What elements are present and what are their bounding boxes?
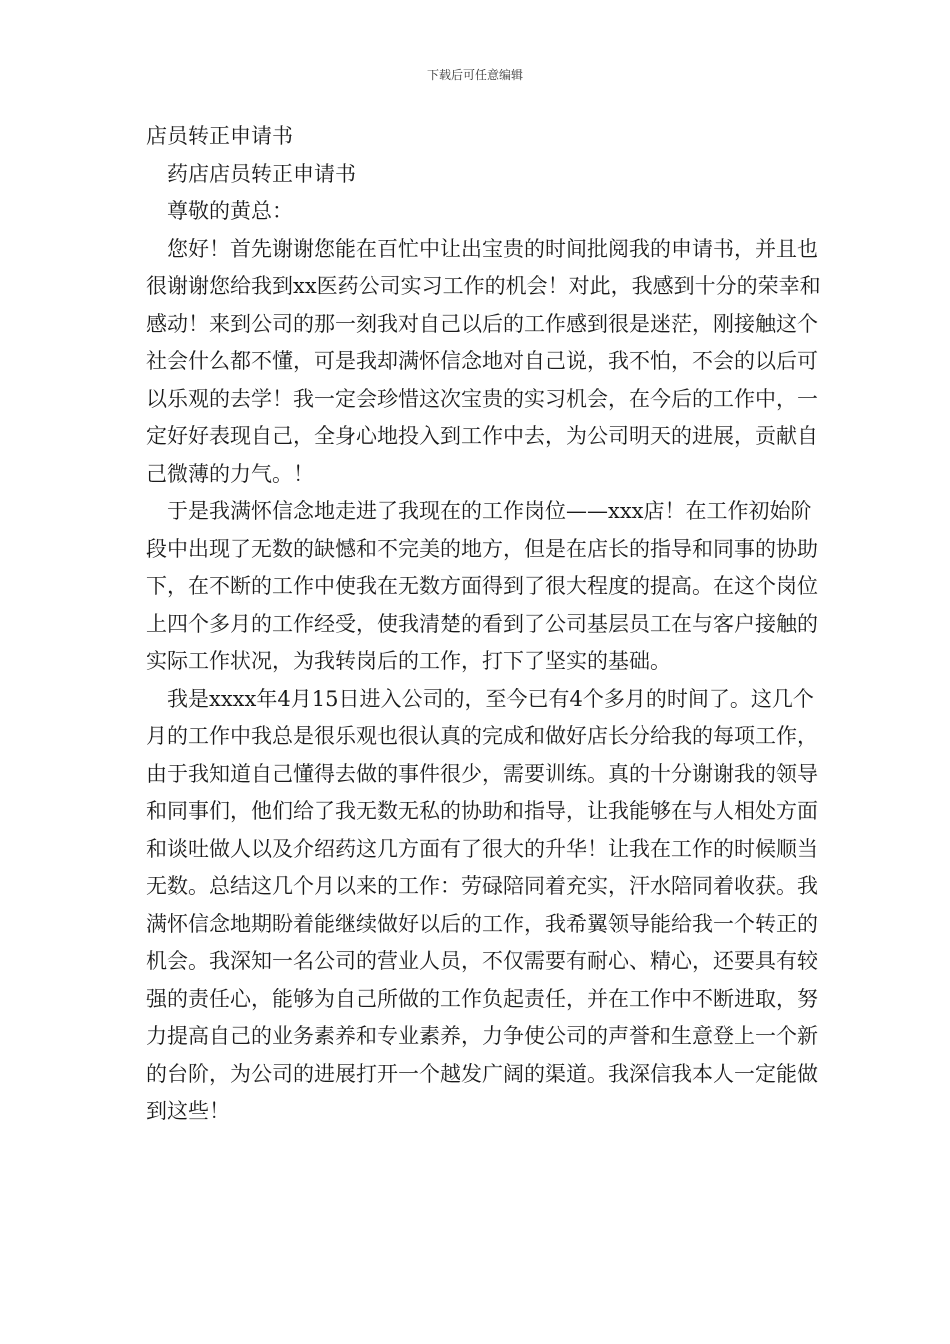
document-subtitle: 药店店员转正申请书 [167,161,356,186]
salutation: 尊敬的黄总： [167,199,293,223]
paragraph-1: 您好！首先谢谢您能在百忙中让出宝贵的时间批阅我的申请书，并且也很谢谢您给我到xx医药公司实习工作的机会！对此，我感到十分的荣幸和感动！来到公司的那一刻我对自己以后的工作感到很是迷茫，刚接触这个社会什么都不懂，可是我却满怀信念地对自己说，我不怕，不会的以后可以乐观的去学！我一定会珍惜这次宝贵的实习机会，在今后的工作中，一定好好表现自己，全身心地投入到工作中去，为公司明天的进展，贡献自己微薄的力气。！ [146,236,821,486]
document-title: 店员转正申请书 [146,124,293,148]
paragraph-3: 我是xxxx年4月15日进入公司的，至今已有4个多月的时间了。这几个月的工作中我总是很乐观也很认真的完成和做好店长分给我的每项工作，由于我知道自己懂得去做的事件很少，需要训练。真的十分谢谢我的领导和同事们，他们给了我无数无私的协助和指导，让我能够在与人相处方面和谈吐做人以及介绍药这几方面有了很大的升华！让我在工作的时候顺当无数。总结这几个月以来的工作：劳碌陪同着充实，汗水陪同着收获。我满怀信念地期盼着能继续做好以后的工作，我希翼领导能给我一个转正的机会。我深知一名公司的营业人员，不仅需要有耐心、精心，还要具有较强的责任心，能够为自己所做的工作负起责任，并在工作中不断进取，努力提高自己的业务素养和专业素养，力争使公司的声誉和生意登上一个新的台阶，为公司的进展打开一个越发广阔的渠道。我深信我本人一定能做到这些！ [146,686,818,1123]
page-header-note: 下载后可任意编辑 [426,68,523,82]
paragraph-2: 于是我满怀信念地走进了我现在的工作岗位——xxx店！在工作初始阶段中出现了无数的缺憾和不完美的地方，但是在店长的指导和同事的协助下，在不断的工作中使我在无数方面得到了很大程度的提高。在这个岗位上四个多月的工作经受，使我清楚的看到了公司基层员工在与客户接触的实际工作状况，为我转岗后的工作，打下了坚实的基础。 [146,499,818,673]
document-body [146,118,826,1131]
